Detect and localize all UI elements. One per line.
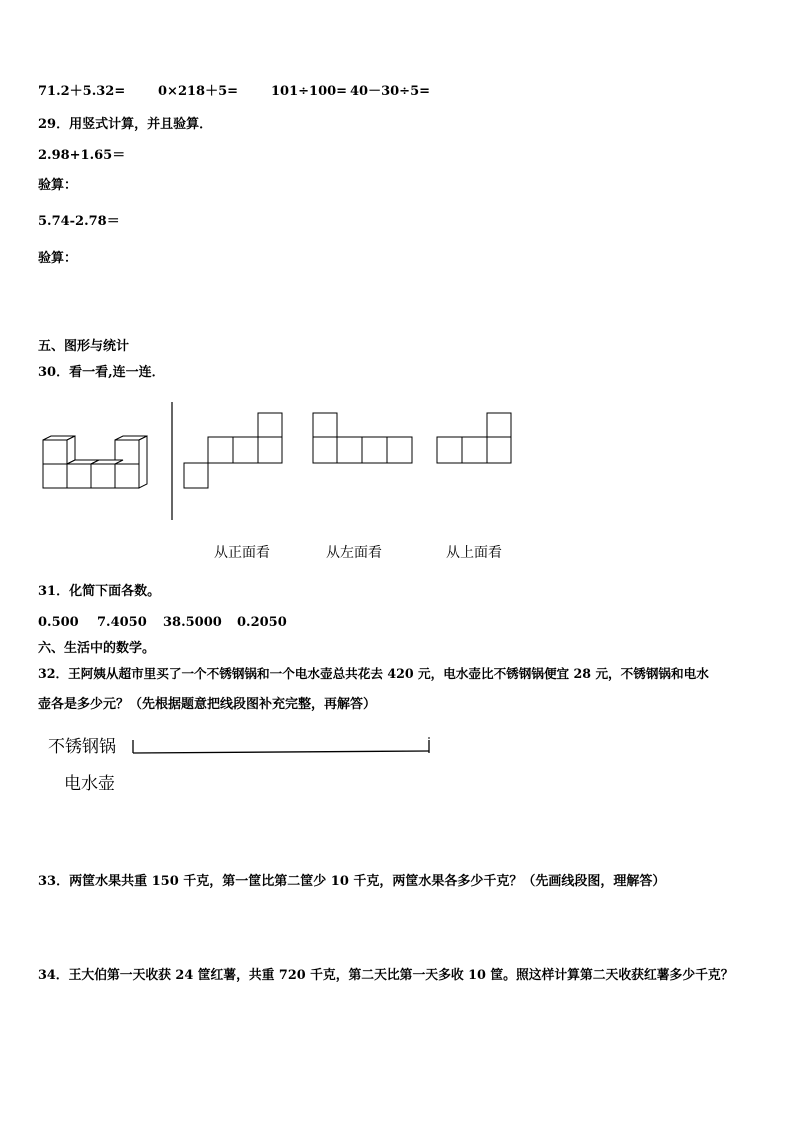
q29-expr-2: 5.74-2.78＝ xyxy=(38,214,120,229)
q31-prompt: 31．化简下面各数。 xyxy=(38,584,161,599)
q31-number-4: 0.2050 xyxy=(237,615,287,630)
q29-check-2: 验算： xyxy=(38,251,78,266)
segment-diagram xyxy=(133,737,429,753)
view-option-3[interactable] xyxy=(437,413,511,463)
expression-2: 0×218＋5= xyxy=(158,84,239,99)
view-option-2[interactable] xyxy=(313,413,412,463)
segment-label-kettle: 电水壶 xyxy=(64,774,115,794)
cube-stack-3d xyxy=(43,436,147,488)
q34-text: 34．王大伯第一天收获 24 筐红薯，共重 720 千克，第二天比第一天多收 10 筐。照这样计算第二天收获红薯多少千克？ xyxy=(38,968,734,983)
q32-text-line-1: 32．王阿姨从超市里买了一个不锈钢锅和一个电水壶总共花去 420 元，电水壶比不锈钢锅便宜 28 元，不锈钢锅和电水 xyxy=(38,666,709,681)
q30-prompt: 30．看一看,连一连． xyxy=(38,365,165,380)
q29-check-1: 验算： xyxy=(38,178,78,193)
section-6-title: 六、生活中的数学。 xyxy=(38,641,156,656)
caption-top-view: 从上面看 xyxy=(446,545,502,561)
caption-front-view: 从正面看 xyxy=(214,545,270,561)
q31-number-2: 7.4050 xyxy=(97,615,147,630)
expression-4: 40－30÷5= xyxy=(350,84,431,99)
q29-prompt: 29．用竖式计算，并且验算． xyxy=(38,117,213,132)
q33-text: 33．两筐水果共重 150 千克，第一筐比第二筐少 10 千克，两筐水果各多少千克？（先画线段图，理解答） xyxy=(38,874,666,889)
view-option-1[interactable] xyxy=(184,413,282,488)
expression-3: 101÷100= xyxy=(271,84,348,99)
q31-number-3: 38.5000 xyxy=(163,615,222,630)
caption-left-view: 从左面看 xyxy=(326,545,382,561)
section-5-title: 五、图形与统计 xyxy=(38,339,130,354)
q32-text-line-2: 壶各是多少元？（先根据题意把线段图补充完整，再解答） xyxy=(38,697,377,712)
segment-label-pot: 不锈钢锅 xyxy=(48,737,116,757)
expression-1: 71.2＋5.32= xyxy=(38,84,126,99)
q31-number-1: 0.500 xyxy=(38,615,79,630)
q29-expr-1: 2.98+1.65＝ xyxy=(38,148,126,163)
